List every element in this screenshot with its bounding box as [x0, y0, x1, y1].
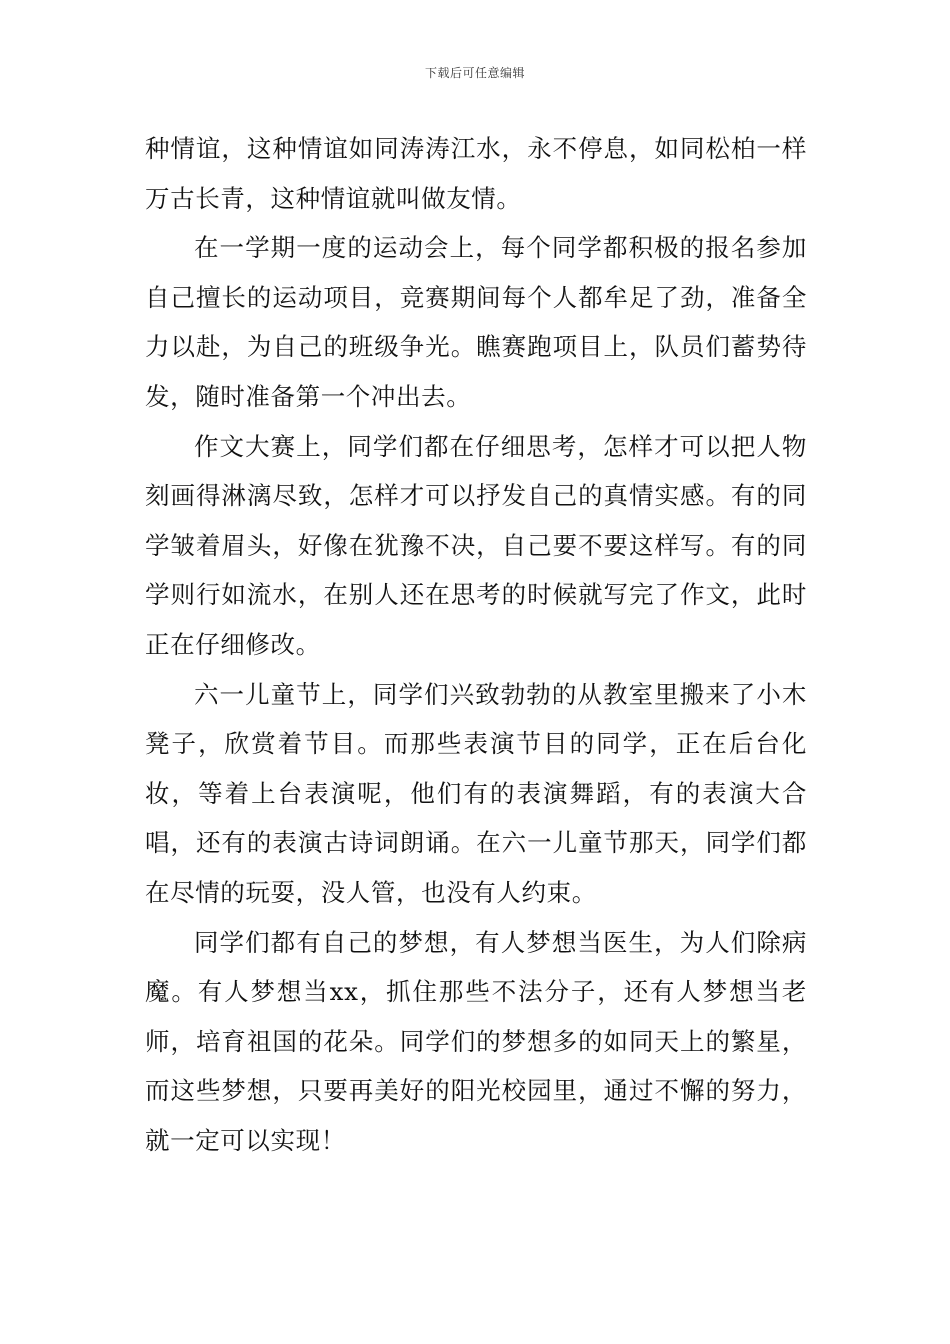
paragraph-4: 六一儿童节上，同学们兴致勃勃的从教室里搬来了小木凳子，欣赏着节目。而那些表演节目的同学，正在后台化妆，等着上台表演呢，他们有的表演舞蹈，有的表演大合唱，还有的表演古诗词朗诵。在六一儿童节那天，同学们都在尽情的玩耍，没人管，也没有人约束。 — [145, 679, 807, 907]
document-body — [145, 124, 807, 1165]
paragraph-5: 同学们都有自己的梦想，有人梦想当医生，为人们除病魔。有人梦想当xx，抓住那些不法分子，还有人梦想当老师，培育祖国的花朵。同学们的梦想多的如同天上的繁星，而这些梦想，只要再美好的阳光校园里，通过不懈的努力，就一定可以实现！ — [145, 927, 807, 1155]
paragraph-1: 种情谊，这种情谊如同涛涛江水，永不停息，如同松柏一样万古长青，这种情谊就叫做友情。 — [145, 134, 807, 213]
page-header-note: 下载后可任意编辑 — [424, 66, 525, 80]
paragraph-3: 作文大赛上，同学们都在仔细思考，怎样才可以把人物刻画得淋漓尽致，怎样才可以抒发自己的真情实感。有的同学皱着眉头，好像在犹豫不决，自己要不要这样写。有的同学则行如流水，在别人还在思考的时候就写完了作文，此时正在仔细修改。 — [145, 431, 807, 659]
paragraph-2: 在一学期一度的运动会上，每个同学都积极的报名参加自己擅长的运动项目，竞赛期间每个人都牟足了劲，准备全力以赴，为自己的班级争光。瞧赛跑项目上，队员们蓄势待发，随时准备第一个冲出去。 — [145, 233, 807, 411]
